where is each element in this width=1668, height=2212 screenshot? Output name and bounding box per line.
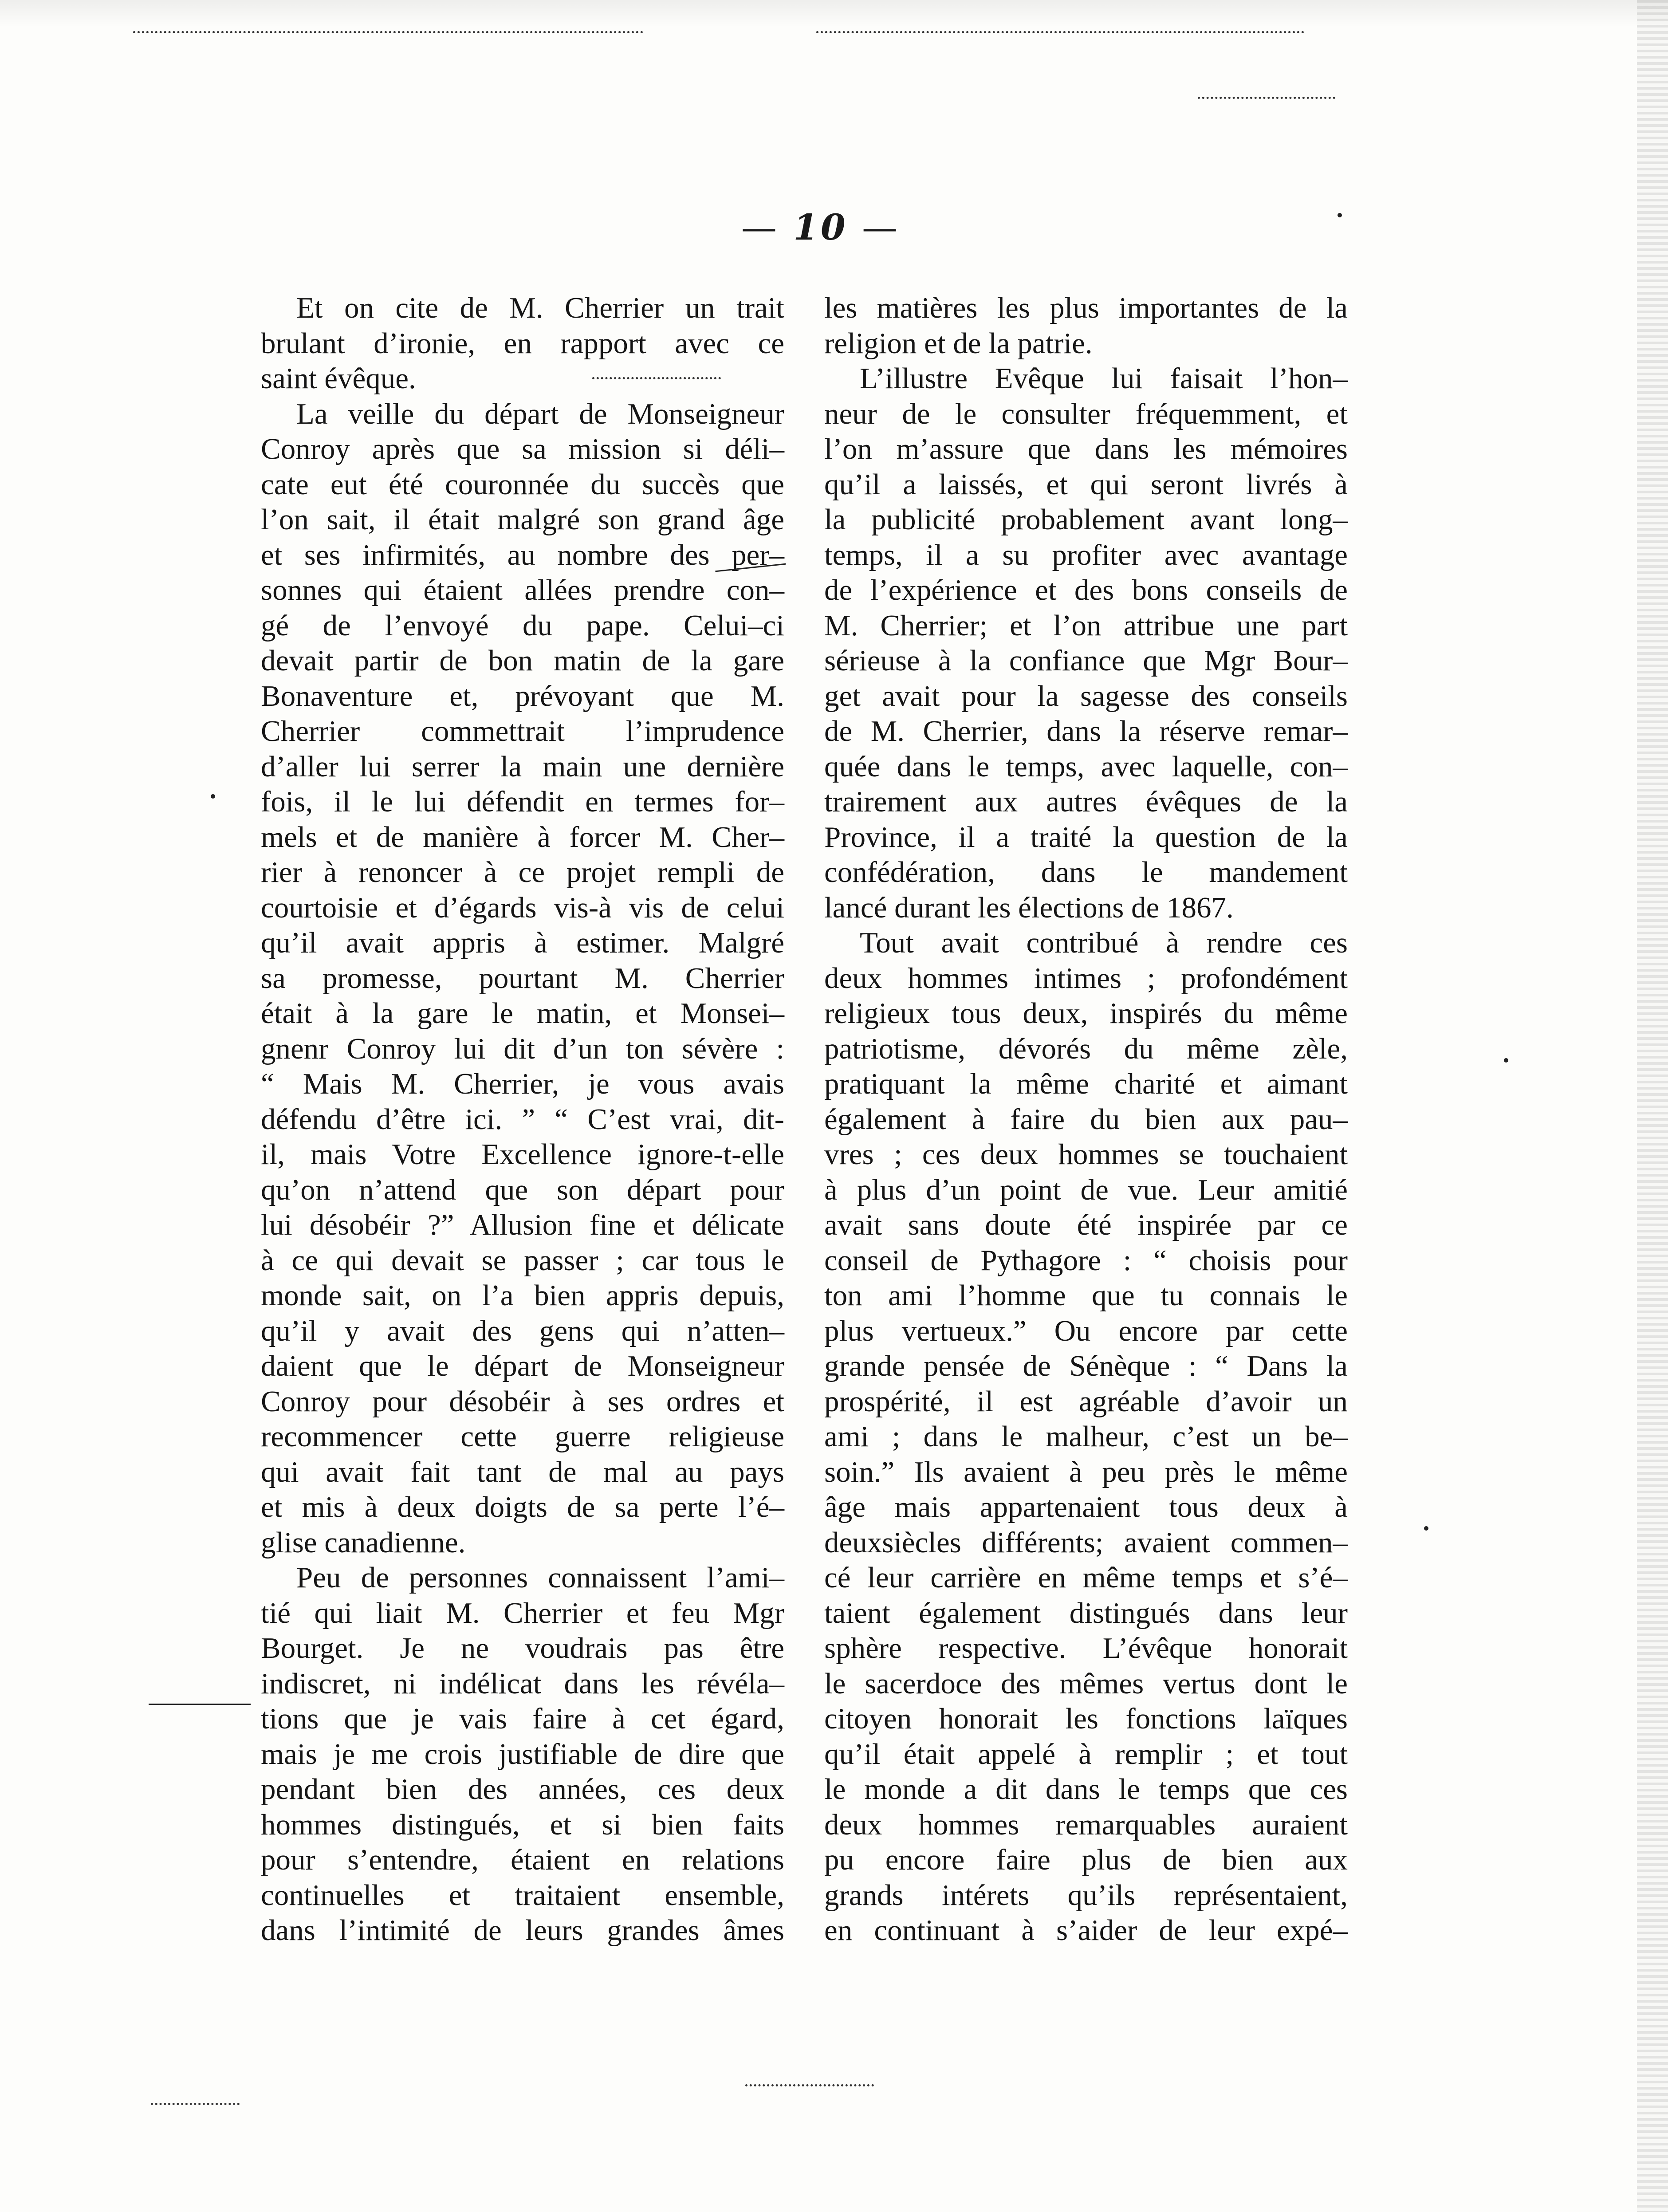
text-line: temps, il a su profiter avec avantage [824, 538, 1348, 571]
page-number-value: 10 [793, 206, 848, 248]
text-line: trairement aux autres évêques de la [824, 785, 1348, 818]
text-line: en continuant à s’aider de leur expé– [824, 1914, 1348, 1947]
text-line: devait partir de bon matin de la gare [261, 644, 784, 677]
scan-mark-top-left [133, 31, 643, 33]
text-line: “ Mais M. Cherrier, je vous avais [261, 1067, 784, 1100]
text-line: à plus d’un point de vue. Leur amitié [824, 1173, 1348, 1206]
text-line: mels et de manière à forcer M. Cher– [261, 820, 784, 854]
text-line: courtoisie et d’égards vis-à vis de celui [261, 891, 784, 924]
text-line: rier à renoncer à ce projet rempli de [261, 856, 784, 889]
text-line: ton ami l’homme que tu connais le [824, 1279, 1348, 1312]
text-line: fois, il le lui défendit en termes for– [261, 785, 784, 818]
text-line: grands intérets qu’ils représentaient, [824, 1878, 1348, 1912]
text-line: indiscret, ni indélicat dans les révéla– [261, 1667, 784, 1700]
right-text-column [824, 291, 1348, 1948]
text-line: pendant bien des années, ces deux [261, 1773, 784, 1806]
text-line: Bonaventure et, prévoyant que M. [261, 679, 784, 712]
text-line: neur de le consulter fréquemment, et [824, 397, 1348, 430]
text-line: le sacerdoce des mêmes vertus dont le [824, 1667, 1348, 1700]
text-line: l’on m’assure que dans les mémoires [824, 433, 1348, 465]
underline-mark-1 [592, 377, 721, 379]
page-number-dash-left: — [741, 207, 779, 248]
text-line: à ce qui devait se passer ; car tous le [261, 1244, 784, 1277]
text-line: les matières les plus importantes de la [824, 291, 1348, 324]
text-line: continuelles et traitaient ensemble, [261, 1878, 784, 1912]
text-line: quée dans le temps, avec laquelle, con– [824, 750, 1348, 783]
text-line: hommes distingués, et si bien faits [261, 1808, 784, 1841]
text-line: avait sans doute été inspirée par ce [824, 1208, 1348, 1241]
text-line: brulant d’ironie, en rapport avec ce [261, 327, 784, 360]
text-line: défendu d’être ici. ” “ C’est vrai, dit- [261, 1102, 784, 1136]
text-line: taient également distingués dans leur [824, 1596, 1348, 1629]
text-line: il, mais Votre Excellence ignore-t-elle [261, 1138, 784, 1171]
text-line: prospérité, il est agréable d’avoir un [824, 1385, 1348, 1418]
text-line: qui avait fait tant de mal au pays [261, 1455, 784, 1488]
text-line: pu encore faire plus de bien aux [824, 1843, 1348, 1876]
text-line: gé de l’envoyé du pape. Celui–ci [261, 609, 784, 642]
text-line: saint évêque. [261, 362, 416, 395]
text-line: mais je me crois justifiable de dire que [261, 1737, 784, 1771]
text-line: était à la gare le matin, et Monsei– [261, 997, 784, 1030]
text-line: citoyen honorait les fonctions laïques [824, 1702, 1348, 1735]
text-line: Conroy après que sa mission si déli– [261, 433, 784, 465]
text-line: Cherrier commettrait l’imprudence [261, 715, 784, 748]
text-line: qu’on n’attend que son départ pour [261, 1173, 784, 1206]
scan-speck-3 [1424, 1526, 1428, 1531]
scan-edge-right [1637, 0, 1668, 2212]
scan-mark-top-far-right [1198, 97, 1335, 99]
text-line: daient que le départ de Monseigneur [261, 1350, 784, 1382]
text-line: gnenr Conroy lui dit d’un ton sévère : [261, 1032, 784, 1065]
text-line: glise canadienne. [261, 1526, 466, 1559]
text-line: cate eut été couronnée du succès que [261, 468, 784, 501]
text-line: Tout avait contribué à rendre ces [860, 926, 1348, 959]
text-line: grande pensée de Sénèque : “ Dans la [824, 1350, 1348, 1382]
page-number [728, 206, 914, 248]
text-line: et ses infirmités, au nombre des per– [261, 538, 784, 571]
text-line: qu’il a laissés, et qui seront livrés à [824, 468, 1348, 501]
text-line: qu’il avait appris à estimer. Malgré [261, 926, 784, 959]
text-line: d’aller lui serrer la main une dernière [261, 750, 784, 783]
text-line: deux hommes intimes ; profondément [824, 961, 1348, 995]
text-line: religion et de la patrie. [824, 327, 1093, 360]
text-line: et mis à deux doigts de sa perte l’é– [261, 1491, 784, 1523]
text-line: Conroy pour désobéir à ses ordres et [261, 1385, 784, 1418]
text-line: get avait pour la sagesse des conseils [824, 679, 1348, 712]
text-line: le monde a dit dans le temps que ces [824, 1773, 1348, 1806]
text-line: tions que je vais faire à cet égard, [261, 1702, 784, 1735]
text-line: âge mais appartenaient tous deux à [824, 1491, 1348, 1523]
text-line: conseil de Pythagore : “ choisis pour [824, 1244, 1348, 1277]
scan-mark-top-right [816, 31, 1304, 33]
text-line: religieux tous deux, inspirés du même [824, 997, 1348, 1030]
text-line: sérieuse à la confiance que Mgr Bour– [824, 644, 1348, 677]
scan-shadow-top [0, 0, 1668, 27]
text-line: soin.” Ils avaient à peu près le même [824, 1455, 1348, 1488]
text-line: dans l’intimité de leurs grandes âmes [261, 1914, 784, 1947]
text-line: deux hommes remarquables auraient [824, 1808, 1348, 1841]
text-line: pour s’entendre, étaient en relations [261, 1843, 784, 1876]
text-line: tié qui liait M. Cherrier et feu Mgr [261, 1596, 784, 1629]
text-line: qu’il était appelé à remplir ; et tout [824, 1737, 1348, 1771]
text-line: plus vertueux.” Ou encore par cette [824, 1314, 1348, 1347]
text-line: recommencer cette guerre religieuse [261, 1420, 784, 1453]
text-line: sa promesse, pourtant M. Cherrier [261, 961, 784, 995]
text-line: monde sait, on l’a bien appris depuis, [261, 1279, 784, 1312]
text-line: deuxsiècles différents; avaient commen– [824, 1526, 1348, 1559]
page-number-dash-right: — [862, 207, 901, 248]
text-line: lancé durant les élections de 1867. [824, 891, 1234, 924]
text-line: M. Cherrier; et l’on attribue une part [824, 609, 1348, 642]
text-line: patriotisme, dévorés du même zèle, [824, 1032, 1348, 1065]
text-line: Et on cite de M. Cherrier un trait [296, 291, 784, 324]
text-line: Bourget. Je ne voudrais pas être [261, 1632, 784, 1665]
text-line: Province, il a traité la question de la [824, 820, 1348, 854]
scan-mark-bottom-left [151, 2103, 240, 2105]
text-line: sphère respective. L’évêque honorait [824, 1632, 1348, 1665]
text-line: sonnes qui étaient allées prendre con– [261, 574, 784, 606]
text-line: cé leur carrière en même temps et s’é– [824, 1561, 1348, 1594]
text-line: L’illustre Evêque lui faisait l’hon– [860, 362, 1348, 395]
left-text-column [261, 291, 784, 1948]
text-line: l’on sait, il était malgré son grand âge [261, 503, 784, 536]
margin-rule-left-1 [149, 1704, 251, 1705]
text-line: La veille du départ de Monseigneur [296, 397, 784, 430]
text-line: confédération, dans le mandement [824, 856, 1348, 889]
text-line: la publicité probablement avant long– [824, 503, 1348, 536]
text-line: également à faire du bien aux pau– [824, 1102, 1348, 1136]
text-line: de l’expérience et des bons conseils de [824, 574, 1348, 606]
text-line: pratiquant la même charité et aimant [824, 1067, 1348, 1100]
scan-speck-4 [1338, 213, 1342, 217]
scan-speck-2 [1504, 1058, 1508, 1063]
scan-mark-bottom [745, 2084, 874, 2086]
scan-speck-1 [211, 794, 215, 799]
text-line: Peu de personnes connaissent l’ami– [296, 1561, 784, 1594]
text-line: de M. Cherrier, dans la réserve remar– [824, 715, 1348, 748]
text-line: lui désobéir ?” Allusion fine et délicate [261, 1208, 784, 1241]
text-line: ami ; dans le malheur, c’est un be– [824, 1420, 1348, 1453]
text-line: qu’il y avait des gens qui n’atten– [261, 1314, 784, 1347]
text-line: vres ; ces deux hommes se touchaient [824, 1138, 1348, 1171]
